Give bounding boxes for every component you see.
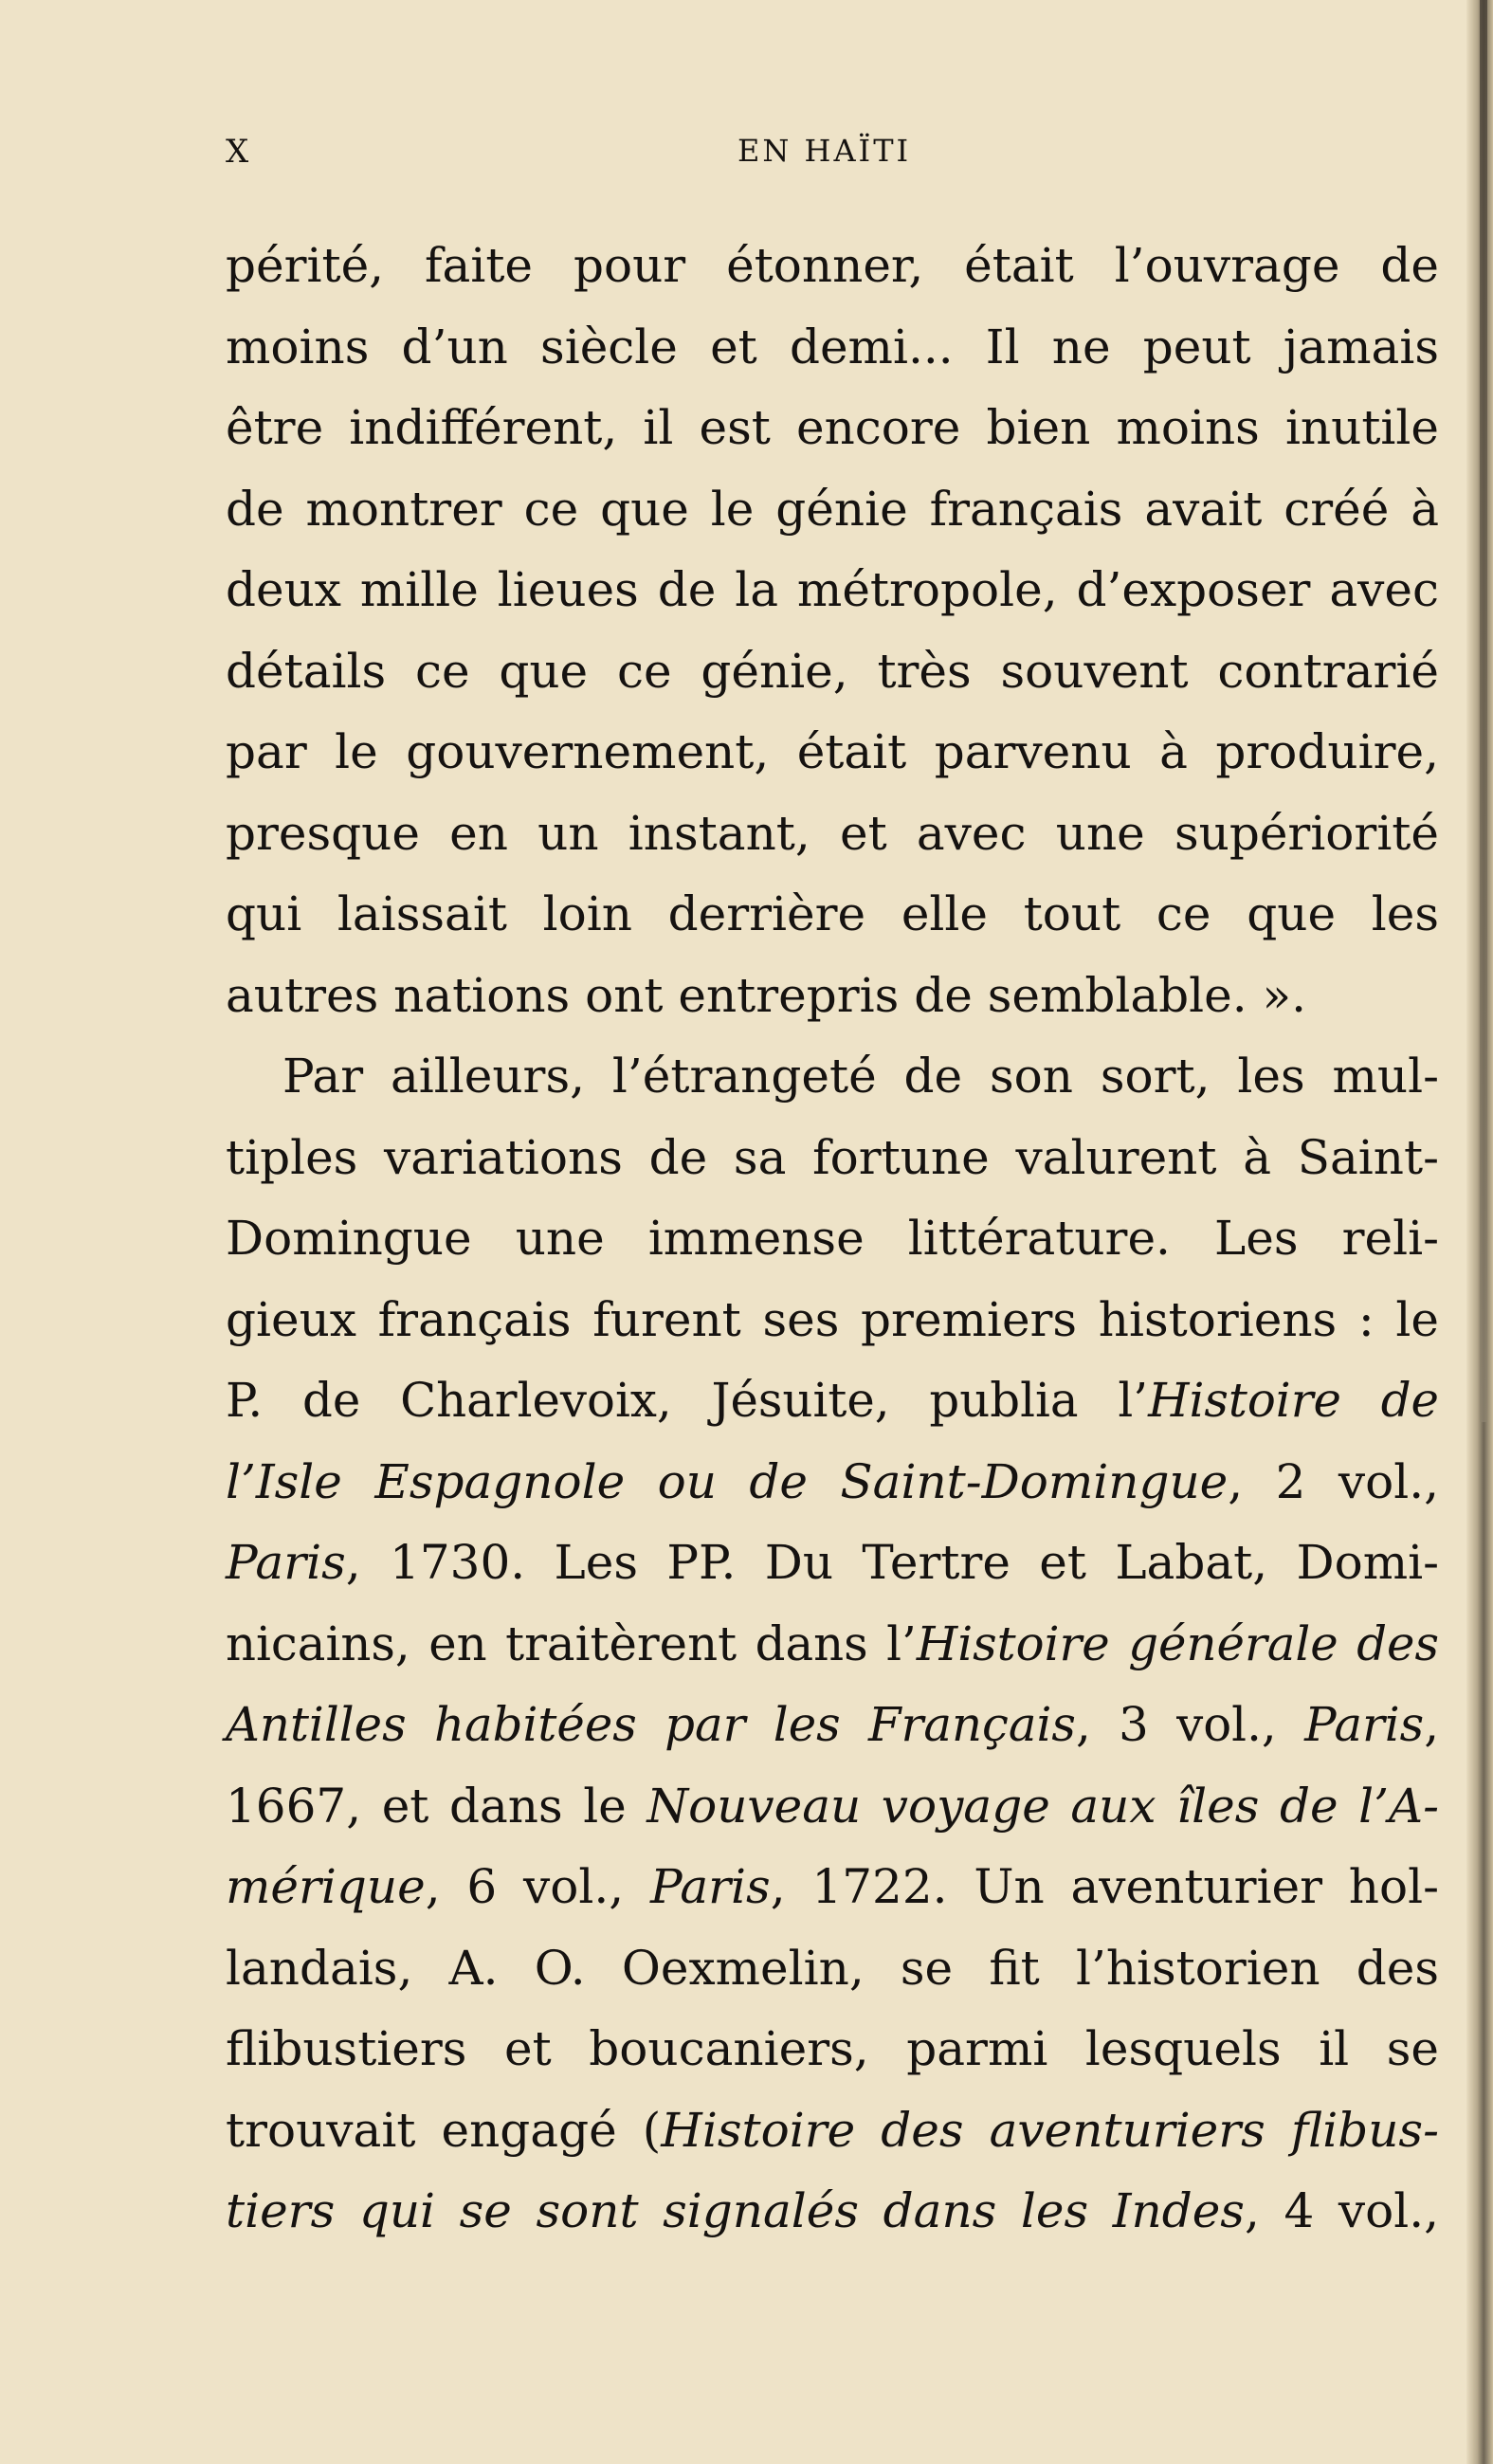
- text-segment: P. de Charlevoix, Jésuite, publia l’: [226, 1373, 1149, 1428]
- text-line: [226, 712, 1439, 794]
- text-line: [226, 874, 1439, 956]
- italic-text: Paris: [1304, 1697, 1425, 1752]
- page-number: X: [226, 133, 250, 171]
- text-line: [226, 1766, 1439, 1848]
- text-line: [226, 794, 1439, 875]
- text-segment: périté, faite pour étonner, était l’ouvrage de: [226, 238, 1439, 293]
- text-line: [226, 1036, 1439, 1118]
- text-line: [226, 1118, 1439, 1199]
- text-segment: gieux français furent ses premiers historiens : le: [226, 1291, 1439, 1347]
- text-line: [226, 1523, 1439, 1604]
- text-segment: , 3 vol.,: [1075, 1697, 1305, 1752]
- italic-text: Histoire de: [1148, 1373, 1439, 1428]
- page-header: [226, 133, 1448, 180]
- paragraph: [226, 1036, 1439, 2253]
- italic-text: mérique: [226, 1859, 426, 1914]
- italic-text: Paris: [649, 1859, 771, 1914]
- text-segment: ,: [1424, 1697, 1439, 1752]
- text-segment: Par ailleurs, l’étrangeté de son sort, les mul-: [282, 1049, 1439, 1104]
- text-segment: , 6 vol.,: [425, 1859, 650, 1914]
- text-segment: qui laissait loin derrière elle tout ce que les: [226, 886, 1439, 941]
- paragraph: [226, 226, 1439, 1036]
- italic-text: Histoire générale des: [916, 1615, 1439, 1671]
- text-line: [226, 1685, 1439, 1766]
- text-line: [226, 469, 1439, 551]
- italic-text: tiers qui se sont signalés dans les Indes: [226, 2183, 1245, 2238]
- text-segment: détails ce que ce génie, très souvent contrarié: [226, 643, 1439, 699]
- text-segment: , 1722. Un aventurier hol-: [770, 1859, 1439, 1914]
- text-line: [226, 307, 1439, 389]
- text-segment: , 2 vol.,: [1228, 1453, 1439, 1509]
- text-segment: autres nations ont entrepris de semblable. ».: [226, 967, 1307, 1023]
- text-segment: moins d’un siècle et demi... Il ne peut jamais: [226, 319, 1439, 374]
- text-segment: 1667, et dans le: [226, 1778, 647, 1834]
- italic-text: Antilles habitées par les Français: [226, 1697, 1076, 1752]
- italic-text: l’Isle Espagnole ou de Saint-Domingue: [226, 1453, 1229, 1509]
- text-segment: landais, A. O. Oexmelin, se fit l’historien des: [226, 1940, 1439, 1996]
- text-line: [226, 226, 1439, 307]
- italic-text: Nouveau voyage aux îles de l’A-: [646, 1778, 1439, 1834]
- text-line: [226, 2009, 1439, 2090]
- text-line: [226, 631, 1439, 713]
- text-line: [226, 1928, 1439, 2010]
- text-segment: nicains, en traitèrent dans l’: [226, 1615, 917, 1671]
- text-segment: de montrer ce que le génie français avait créé à: [226, 481, 1439, 537]
- text-segment: par le gouvernement, était parvenu à produire,: [226, 724, 1439, 779]
- text-segment: presque en un instant, et avec une supériorité: [226, 805, 1439, 861]
- text-segment: deux mille lieues de la métropole, d’exposer avec: [226, 562, 1439, 617]
- text-line: [226, 388, 1439, 469]
- text-segment: , 4 vol.,: [1244, 2183, 1439, 2238]
- body-text: [226, 226, 1439, 2253]
- text-line: [226, 2171, 1439, 2253]
- text-line: [226, 550, 1439, 631]
- text-line: [226, 1604, 1439, 1686]
- text-line: [226, 1198, 1439, 1280]
- italic-text: Histoire des aventuriers flibus-: [661, 2102, 1439, 2158]
- running-title: EN HAÏTI: [737, 133, 912, 169]
- text-segment: trouvait engagé (: [226, 2102, 662, 2158]
- text-line: [226, 1847, 1439, 1928]
- italic-text: Paris: [226, 1535, 346, 1590]
- text-line: [226, 1280, 1439, 1361]
- text-line: [226, 1360, 1439, 1442]
- text-line: [226, 956, 1439, 1037]
- text-line: [226, 1442, 1439, 1524]
- page-edge-dark: [1480, 0, 1487, 1422]
- text-segment: flibustiers et boucaniers, parmi lesquels il se: [226, 2021, 1439, 2076]
- text-segment: tiples variations de sa fortune valurent à Saint-: [226, 1129, 1439, 1185]
- text-segment: être indifférent, il est encore bien moins inutile: [226, 400, 1439, 455]
- text-segment: , 1730. Les PP. Du Tertre et Labat, Domi-: [345, 1535, 1439, 1590]
- text-line: [226, 2090, 1439, 2172]
- text-segment: Domingue une immense littérature. Les reli-: [226, 1211, 1439, 1266]
